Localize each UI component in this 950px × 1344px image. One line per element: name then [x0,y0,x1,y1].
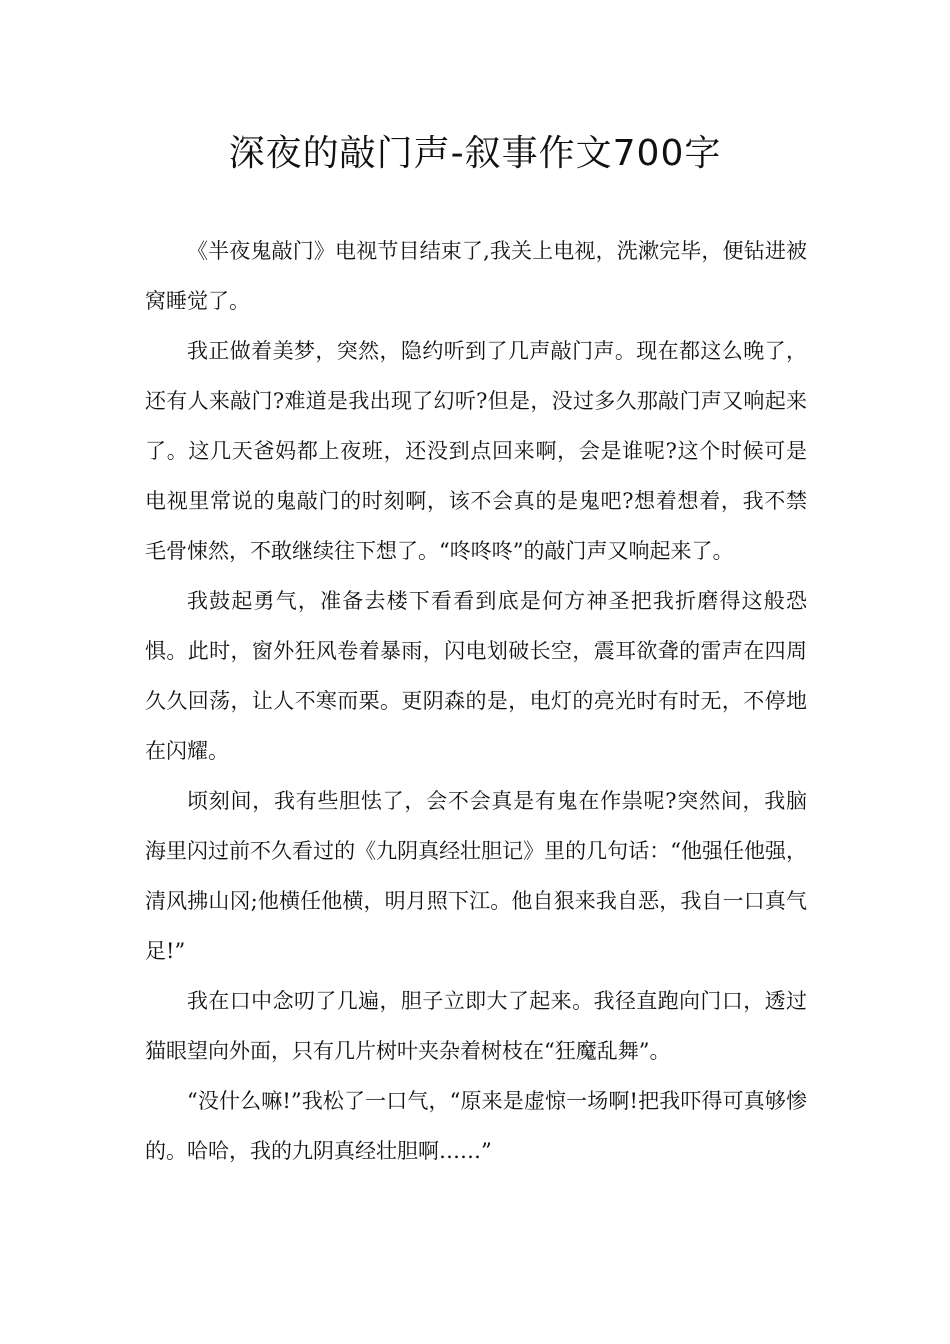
document-title: 深夜的敲门声-叙事作文700字 [228,133,722,174]
paragraph: 《半夜鬼敲门》电视节目结束了,我关上电视，洗漱完毕，便钻进被窝睡觉了。 [145,239,807,313]
paragraph: 我在口中念叨了几遍，胆子立即大了起来。我径直跑向门口，透过猫眼望向外面，只有几片树叶夹杂着树枝在“狂魔乱舞”。 [145,989,807,1063]
paragraph: 我正做着美梦，突然，隐约听到了几声敲门声。现在都这么晚了，还有人来敲门?难道是我出现了幻听?但是，没过多久那敲门声又响起来了。这几天爸妈都上夜班，还没到点回来啊，会是谁呢?这个时候可是电视里常说的鬼敲门的时刻啊，该不会真的是鬼吧?想着想着，我不禁毛骨悚然，不敢继续往下想了。“咚咚咚”的敲门声又响起来了。 [145,339,807,563]
document-body [145,226,807,1176]
paragraph: 我鼓起勇气，准备去楼下看看到底是何方神圣把我折磨得这般恐惧。此时，窗外狂风卷着暴雨，闪电划破长空，震耳欲聋的雷声在四周久久回荡，让人不寒而栗。更阴森的是，电灯的亮光时有时无，不停地在闪耀。 [145,589,807,763]
paragraph: “没什么嘛!”我松了一口气，“原来是虚惊一场啊!把我吓得可真够惨的。哈哈，我的九阴真经壮胆啊……” [145,1089,807,1163]
paragraph: 顷刻间，我有些胆怯了，会不会真是有鬼在作祟呢?突然间，我脑海里闪过前不久看过的《九阴真经壮胆记》里的几句话：“他强任他强，清风拂山冈;他横任他横，明月照下江。他自狠来我自恶，我自一口真气足!” [145,789,807,963]
